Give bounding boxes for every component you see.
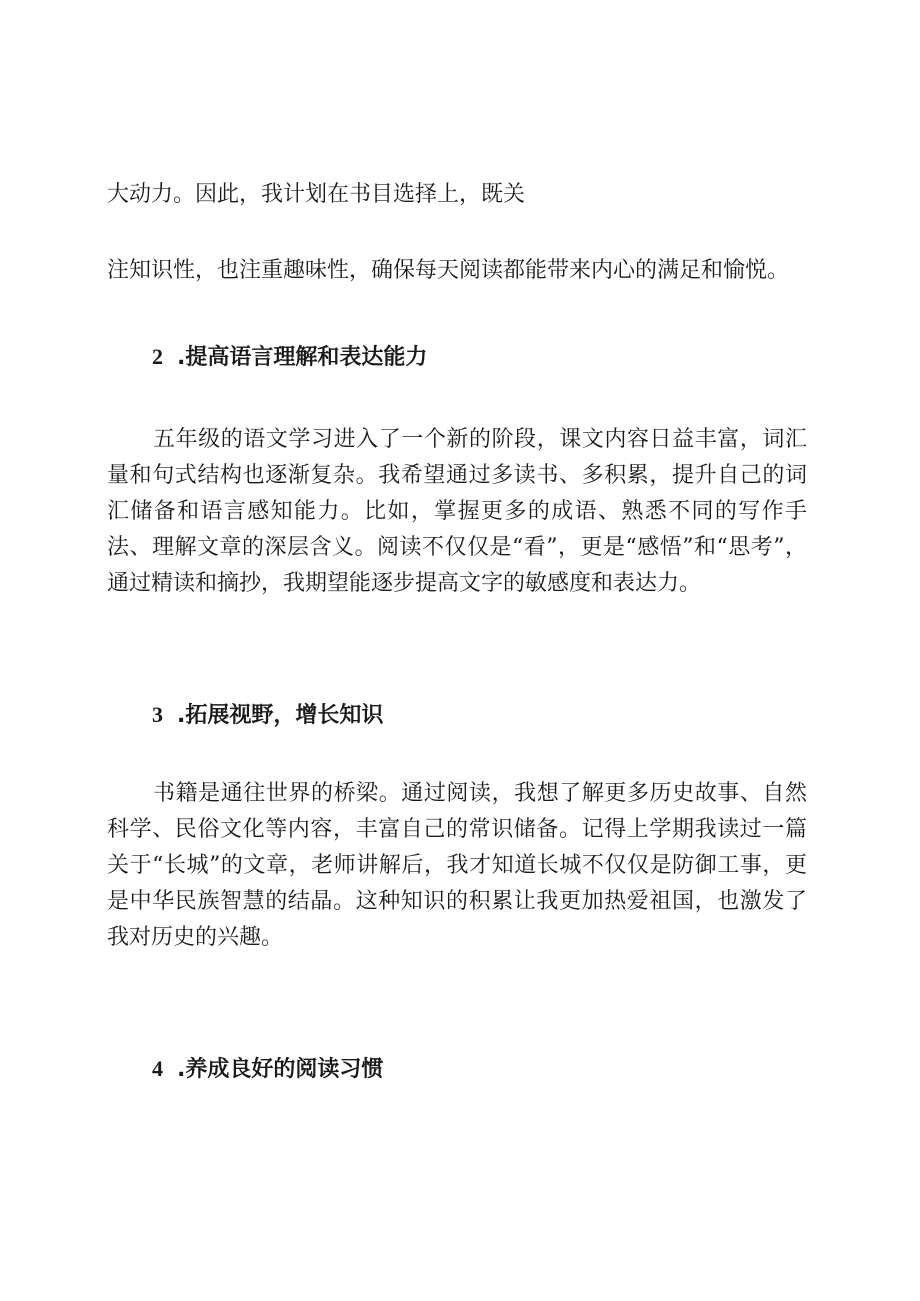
section-body-3: 书籍是通往世界的桥梁。通过阅读，我想了解更多历史故事、自然科学、民俗文化等内容，丰富自己的常识储备。记得上学期我读过一篇关于“长城”的文章，老师讲解后，我才知道长城不仅仅是防御工事，更是中华民族智慧的结晶。这种知识的积累让我更加热爱祖国，也激发了我对历史的兴趣。	[107, 781, 807, 950]
section-number: 2	[152, 344, 163, 369]
section-title: .拓展视野，增长知识	[177, 703, 384, 728]
section-heading-3	[152, 700, 383, 731]
section-body-2: 五年级的语文学习进入了一个新的阶段，课文内容日益丰富，词汇量和句式结构也逐渐复杂。我希望通过多读书、多积累，提升自己的词汇储备和语言感知能力。比如，掌握更多的成语、熟悉不同的写作手法、理解文章的深层含义。阅读不仅仅是“看”，更是“感悟”和“思考”，通过精读和摘抄，我期望能逐步提高文字的敏感度和表达力。	[107, 427, 807, 596]
section-number: 4	[152, 1056, 163, 1081]
intro-line-2: 注知识性，也注重趣味性，确保每天阅读都能带来内心的满足和愉悦。	[107, 258, 790, 283]
section-title: .提高语言理解和表达能力	[177, 345, 428, 370]
section-title: .养成良好的阅读习惯	[177, 1057, 384, 1082]
section-number: 3	[152, 702, 163, 727]
intro-line-1: 大动力。因此，我计划在书目选择上，既关	[107, 182, 526, 207]
section-heading-4	[152, 1054, 383, 1085]
section-heading-2	[152, 342, 427, 373]
